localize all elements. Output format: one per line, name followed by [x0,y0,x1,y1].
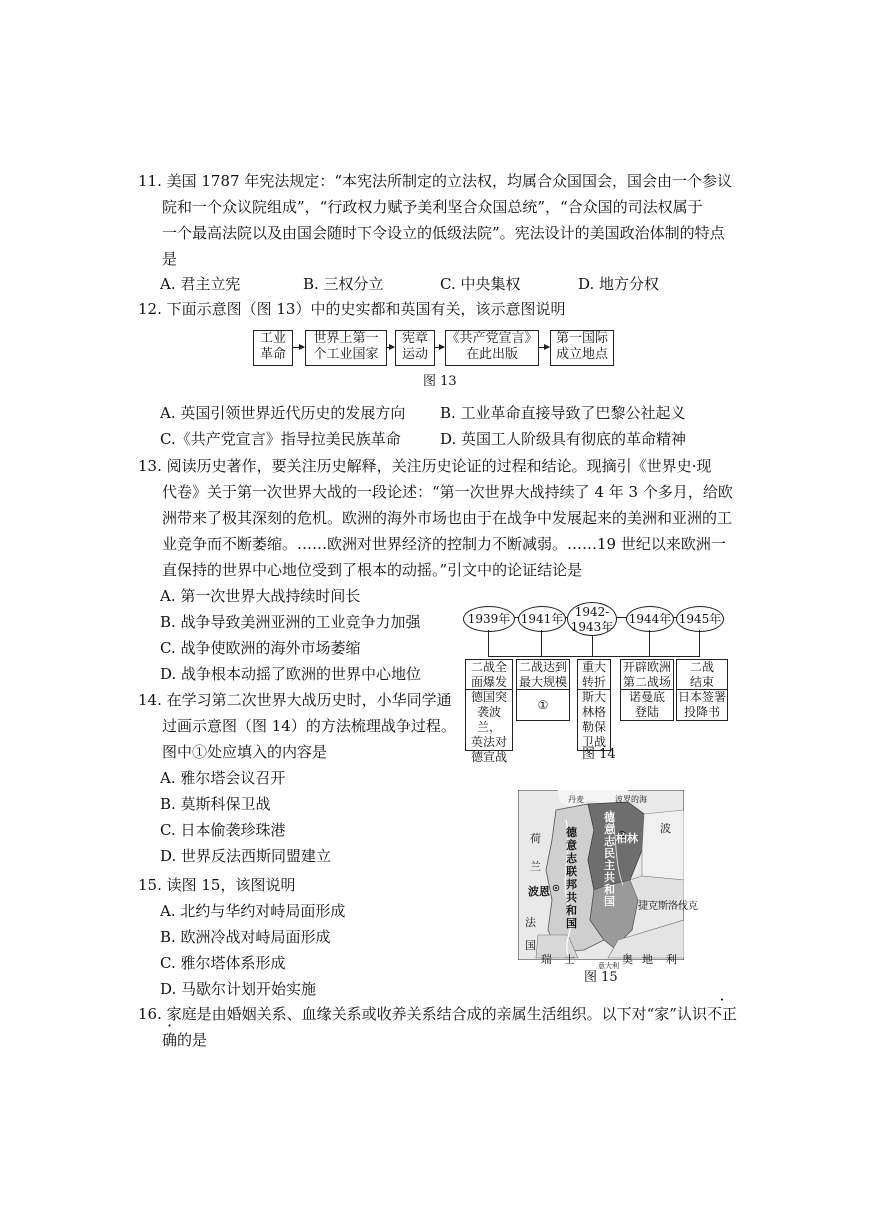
fig13-box-1-l1: 工业 [259,331,286,346]
q16-tail: 的是 [177,1031,208,1049]
q14-option-d: D. 世界反法西斯同盟建立 [160,847,332,865]
fig14-bottom-5-l2: 投降书 [683,705,720,719]
fig14-connector-4 [649,630,650,656]
fig14-bottom-3 [577,689,611,751]
fig15-label-shi: 士 [564,953,575,966]
fig13-box-1 [253,330,293,366]
q11-line-2: 院和一个众议院组成”，“行政权力赋予美利坚合众国总统”，“合众国的司法权属于 [162,198,703,216]
fig14-year-3: 1942-1943年 [567,602,617,636]
fig15-label-berlin: 柏林 [616,832,638,845]
fig14-top-1 [465,659,513,691]
q13-line-4: 业竞争而不断萎缩。……欧洲对世界经济的控制力不断减弱。……19 世纪以来欧洲一 [162,535,726,553]
fig13-arrow-1 [292,347,304,348]
fig14-bottom-1-l2: 袭波兰， [476,705,501,734]
fig15-label-bonn: 波恩 [528,885,550,898]
fig14-bottom-5 [676,689,728,721]
fig14-bottom-3-l2: 林格 [581,705,606,719]
fig15-label-denmark: 丹麦 [568,795,584,804]
fig13-box-5-l2: 成立地点 [555,347,608,362]
fig14-bottom-1-l3: 英法对 [470,735,507,749]
fig15-label-baltic: 波罗的海 [615,795,647,804]
q13-option-d: D. 战争根本动摇了欧洲的世界中心地位 [160,665,422,683]
q12-stem: 12. 下面示意图（图 13）中的史实都和英国有关，该示意图说明 [138,300,566,318]
fig15-label-austria-2: 地 [642,953,653,966]
fig14-top-4-l2: 第二战场 [622,675,671,689]
fig14-top-4-l1: 开辟欧洲 [622,660,671,674]
fig15-label-west-germany: 德意志联邦共和国 [566,826,577,930]
fig13-box-4-l1: 《共产党宣言》 [446,331,538,346]
q15-stem: 15. 读图 15，该图说明 [138,876,296,894]
fig13-box-2-l2: 个工业国家 [313,347,379,362]
fig13-caption: 图 13 [423,374,457,389]
q16-emphasis-1: 不正 [706,1005,737,1023]
q12-option-c: C.《共产党宣言》指导拉美民族革命 [160,430,401,448]
q15-option-b: B. 欧洲冷战对峙局面形成 [160,928,331,946]
fig14-year-4: 1944年 [626,606,674,632]
fig13-box-3 [395,330,435,366]
q15-option-a: A. 北约与华约对峙局面形成 [160,902,346,920]
q13-line-1: 13. 阅读历史著作，要关注历史解释，关注历史论证的过程和结论。现摘引《世界史·现 [138,457,712,475]
fig14-connector-3 [592,636,593,656]
fig14-bottom-1-l1: 德国突 [470,690,507,704]
fig14-bottom-4-l1: 诺曼底 [628,690,665,704]
q14-line-3: 图中①处应填入的内容是 [162,743,328,761]
fig13-box-3-l2: 运动 [401,347,428,362]
fig15-label-poland: 波 [660,822,671,835]
q11-option-b: B. 三权分立 [303,275,384,293]
q14-line-2: 过画示意图（图 14）的方法梳理战争过程。 [162,717,456,735]
fig14-bottom-5-l1: 日本签署 [677,690,726,704]
fig13-arrow-2 [386,347,394,348]
fig14-bottom-2 [516,689,570,721]
q13-line-3: 洲带来了极其深刻的危机。欧洲的海外市场也由于在战争中发展起来的美洲和亚洲的工 [162,509,733,527]
fig14-blank-1: ① [537,698,549,712]
q14-option-c: C. 日本偷袭珍珠港 [160,821,286,839]
q12-option-d: D. 英国工人阶级具有彻底的革命精神 [440,430,687,448]
fig14-top-2-l2: 最大规模 [518,675,567,689]
fig14-top-2 [516,659,570,691]
fig13-box-5 [550,330,614,366]
fig15-label-holland: 荷 [530,832,541,845]
fig14-top-3-l2: 转折 [581,675,606,689]
fig14-bottom-1 [465,689,513,764]
fig13-arrow-4 [538,347,549,348]
fig15-label-austria-3: 利 [666,953,677,966]
fig13-box-2-l1: 世界上第一 [313,331,379,346]
fig14-bottom-4 [620,689,674,721]
q15-option-c: C. 雅尔塔体系形成 [160,954,286,972]
fig15-label-swiss: 瑞 [541,953,552,966]
fig14-bracket [488,656,700,657]
q14-option-b: B. 莫斯科保卫战 [160,795,271,813]
fig13-box-3-l1: 宪章 [401,331,428,346]
fig13-box-1-l2: 革命 [259,347,286,362]
q16-emphasis-2: 确 [162,1031,178,1049]
fig13-box-2 [305,330,387,366]
fig15-label-east-germany: 德意志民主共和国 [604,811,615,908]
fig14-top-5-l1: 二战 [689,660,714,674]
fig14-caption: 图 14 [582,747,616,762]
q11-line-3: 一个最高法院以及由国会随时下令设立的低级法院”。宪法设计的美国政治体制的特点 [162,224,725,242]
q13-option-a: A. 第一次世界大战持续时间长 [160,587,361,605]
q13-line-2: 代卷》关于第一次世界大战的一段论述：“第一次世界大战持续了 4 年 3 个多月，给欧 [162,483,733,501]
q13-option-c: C. 战争使欧洲的海外市场萎缩 [160,639,361,657]
fig15-map [518,790,684,960]
q13-option-b: B. 战争导致美洲亚洲的工业竞争力加强 [160,613,421,631]
fig13-box-4 [445,330,539,366]
fig14-bottom-3-l1: 斯大 [581,690,606,704]
fig15-caption: 图 15 [584,970,618,985]
fig15-label-lan: 兰 [530,860,541,873]
q14-line-1: 14. 在学习第二次世界大战历史时，小华同学通 [138,691,452,709]
fig13-box-4-l2: 在此出版 [465,347,518,362]
fig14-bottom-4-l2: 登陆 [634,705,659,719]
fig14-top-5-l2: 结束 [689,675,714,689]
fig14-connector-1 [488,630,489,656]
fig14-top-5 [676,659,728,691]
fig13-arrow-3 [434,347,444,348]
fig14-connector-5 [699,630,700,656]
fig13-box-5-l1: 第一国际 [555,331,608,346]
q16-line-2 [162,1029,207,1051]
fig15-label-austria-1: 奥 [622,953,633,966]
fig14-bottom-3-l3: 勒保 [581,720,606,734]
q11-option-d: D. 地方分权 [578,275,660,293]
fig14-year-1: 1939年 [463,606,515,632]
fig15-label-italy: 意大利 [598,962,619,970]
fig15-label-guo: 国 [525,939,536,952]
fig14-top-1-l1: 二战全 [470,660,507,674]
fig14-top-3 [577,659,611,691]
q12-option-b: B. 工业革命直接导致了巴黎公社起义 [440,404,686,422]
fig14-top-2-l1: 二战达到 [518,660,567,674]
fig15-label-france: 法 [525,916,536,929]
fig14-bottom-1-l4: 德宣战 [470,750,507,764]
fig14-top-1-l2: 面爆发 [470,675,507,689]
q11-option-c: C. 中央集权 [440,275,521,293]
q12-option-a: A. 英国引领世界近代历史的发展方向 [160,404,406,422]
q16-line-1 [138,1003,737,1025]
q13-line-5: 直保持的世界中心地位受到了根本的动摇。”引文中的论证结论是 [162,561,583,579]
fig14-year-2: 1941年 [518,606,566,632]
q15-option-d: D. 马歇尔计划开始实施 [160,980,317,998]
q14-option-a: A. 雅尔塔会议召开 [160,769,286,787]
fig14-bottom-3-l4: 卫战 [581,735,606,749]
fig14-top-4 [620,659,674,691]
fig14-top-3-l1: 重大 [581,660,606,674]
q16-text: 16. 家庭是由婚姻关系、血缘关系或收养关系结合成的亲属生活组织。以下对“家”认识 [138,1005,707,1023]
q11-option-a: A. 君主立宪 [160,275,241,293]
fig15-label-czech: 捷克斯洛伐克 [638,901,698,912]
q11-line-4: 是 [162,250,178,268]
fig14-connector-2 [541,630,542,656]
q11-line-1: 11. 美国 1787 年宪法规定：“本宪法所制定的立法权，均属合众国国会，国会由一个参议 [138,172,733,190]
fig14-year-5: 1945年 [676,606,724,632]
